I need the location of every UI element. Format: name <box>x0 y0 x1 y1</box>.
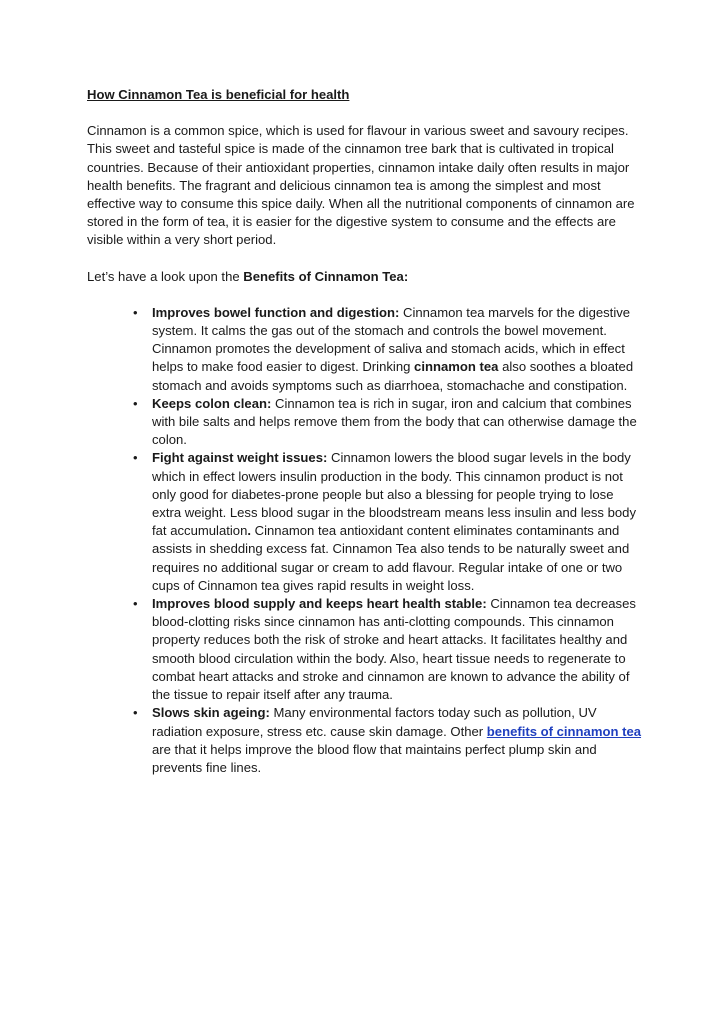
list-item <box>133 704 643 777</box>
bullet-icon: • <box>133 705 138 721</box>
benefits-lead-text: Let’s have a look upon the <box>87 268 244 284</box>
list-item <box>133 395 643 450</box>
benefits-list <box>87 304 643 777</box>
benefit-heading: Keeps colon clean: <box>152 395 272 411</box>
list-item <box>133 595 643 704</box>
benefit-heading: Slows skin ageing: <box>152 705 270 721</box>
benefit-text-continued: are that it helps improve the blood flow that maintains perfect plump skin and prevents fine lines. <box>152 741 597 775</box>
bullet-icon: • <box>133 450 138 466</box>
benefit-heading: Fight against weight issues: <box>152 450 328 466</box>
benefit-text: Cinnamon tea marvels for the digestive system. It calms the gas out of the stomach and controls the bowel movement. Cinnamon promotes the development of saliva and stomach acids, which in effect helps to make food easier to digest. Drinking <box>152 304 631 375</box>
document-body <box>87 86 643 777</box>
benefit-text: Cinnamon tea decreases blood-clotting risks since cinnamon has anti-clotting compounds. This cinnamon property reduces both the risk of stroke and heart attacks. It facilitates healthy and smooth blood circulation within the body. Also, heart tissue needs to regenerate to combat heart attacks and stroke and cinnamon are known to advance the ability of the tissue to repair itself after any trauma. <box>152 596 636 703</box>
page-title: How Cinnamon Tea is beneficial for health <box>87 87 350 102</box>
benefit-bold-inline: cinnamon tea <box>414 359 499 375</box>
benefit-heading: Improves bowel function and digestion: <box>152 304 400 320</box>
list-item <box>133 449 643 595</box>
benefits-lead <box>87 268 643 286</box>
benefits-lead-bold: Benefits of Cinnamon Tea: <box>243 268 409 284</box>
benefit-heading: Improves blood supply and keeps heart health stable: <box>152 596 487 612</box>
benefit-text-continued: also soothes a bloated stomach and avoids symptoms such as diarrhoea, stomachache and constipation. <box>152 359 634 393</box>
intro-paragraph: Cinnamon is a common spice, which is used for flavour in various sweet and savoury recipes. This sweet and tasteful spice is made of the cinnamon tree bark that is cultivated in tropical countries. Because of their antioxidant properties, cinnamon intake daily often results in major health benefits. The fragrant and delicious cinnamon tea is among the simplest and most effective way to consume this spice daily. When all the nutritional components of cinnamon are stored in the form of tea, it is easier for the digestive system to consume and the effects are visible within a very short period. <box>87 123 635 248</box>
benefit-text-continued: Cinnamon tea antioxidant content eliminates contaminants and assists in shedding excess fat. Cinnamon Tea also tends to be naturally sweet and requires no additional sugar or cream to add flavour. Regular intake of one or two cups of Cinnamon tea gives rapid results in weight loss. <box>152 523 630 593</box>
benefit-bold-inline: . <box>247 523 251 539</box>
list-item <box>133 304 643 395</box>
bullet-icon: • <box>133 596 138 612</box>
benefits-of-cinnamon-tea-link[interactable]: benefits of cinnamon tea <box>486 723 642 739</box>
benefit-text: Many environmental factors today such as pollution, UV radiation exposure, stress etc. cause skin damage. Other <box>152 705 597 739</box>
bullet-icon: • <box>133 304 138 320</box>
benefit-text: Cinnamon lowers the blood sugar levels in the body which in effect lowers insulin production in the body. This cinnamon product is not only good for diabetes-prone people but also a blessing for people trying to lose extra weight. Less blood sugar in the bloodstream means less insulin and less body fat accumulation <box>152 450 637 539</box>
bullet-icon: • <box>133 395 138 411</box>
benefit-text: Cinnamon tea is rich in sugar, iron and calcium that combines with bile salts and helps remove them from the body that can otherwise damage the colon. <box>152 395 637 448</box>
